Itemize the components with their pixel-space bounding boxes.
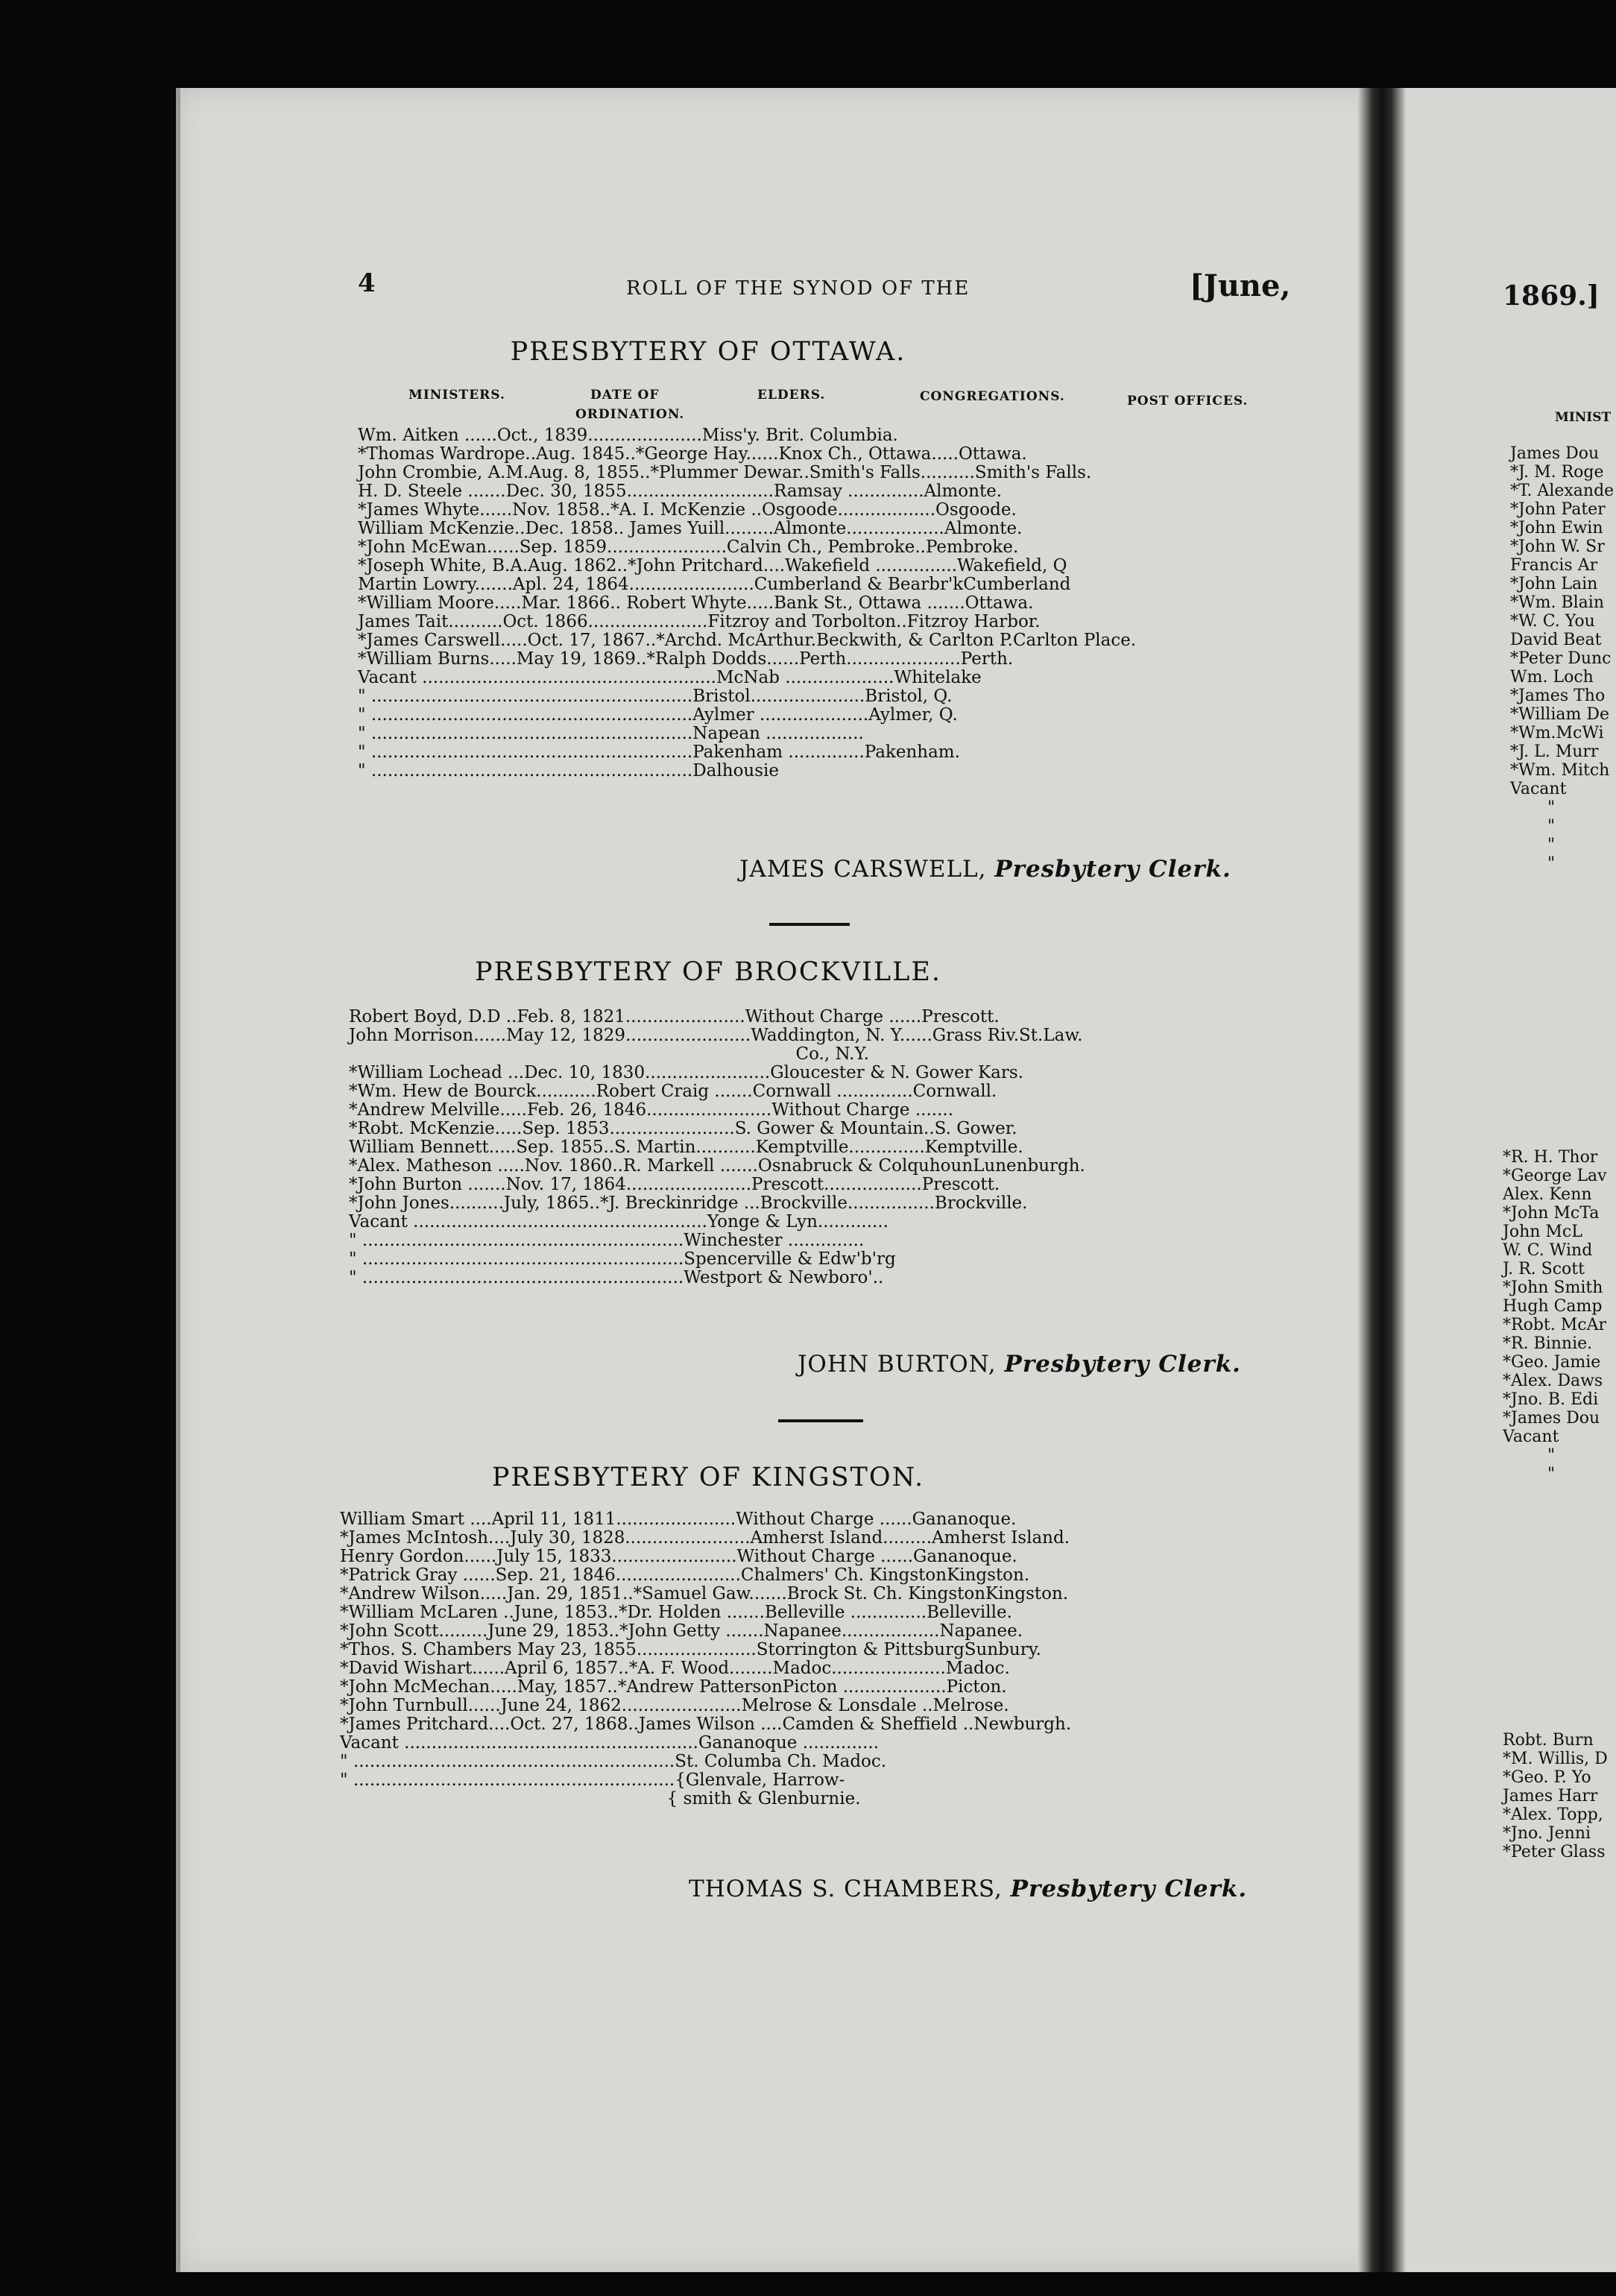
roll-row: *William Burns.....May 19, 1869..*Ralph Dodds......Perth.....................Perth.	[358, 649, 1014, 669]
col-header-congregations: CONGREGATIONS.	[920, 389, 1065, 404]
roll-row: "	[1547, 798, 1556, 817]
roll-row: *John Scott.........June 29, 1853..*John Getty .......Napanee..................Napanee.	[340, 1621, 1023, 1641]
roll-row: *John Turnbull......June 24, 1862......................Melrose & Lonsdale ..Melrose.	[340, 1696, 1009, 1715]
roll-row: *Andrew Wilson.....Jan. 29, 1851..*Samuel Gaw.......Brock St. Ch. KingstonKingston.	[340, 1584, 1069, 1603]
roll-row: David Beat	[1510, 631, 1602, 649]
roll-row: Vacant	[1503, 1428, 1559, 1446]
roll-row: James Tait..........Oct. 1866......................Fitzroy and Torbolton..Fitzroy Harbor.	[358, 612, 1041, 631]
roll-row: "	[1547, 854, 1556, 873]
roll-row: *Geo. Jamie	[1503, 1353, 1601, 1372]
roll-row: *William Moore.....Mar. 1866.. Robert Whyte.....Bank St., Ottawa .......Ottawa.	[358, 593, 1034, 613]
roll-row: *Geo. P. Yo	[1503, 1768, 1591, 1787]
roll-row: *John W. Sr	[1510, 537, 1605, 556]
page-number: 4	[358, 268, 376, 298]
roll-row: James Dou	[1510, 444, 1600, 463]
roll-row: *M. Willis, D	[1503, 1750, 1608, 1768]
presbytery-clerk-brockville	[798, 1351, 1241, 1378]
roll-row: *John Smith	[1503, 1278, 1603, 1297]
roll-row: *James Tho	[1510, 687, 1606, 705]
roll-row: *John Jones..........July, 1865..*J. Breckinridge ...Brockville................Brockville.	[349, 1193, 1028, 1213]
roll-row: *Peter Dunc	[1510, 649, 1612, 668]
roll-row: *Robt. McAr	[1503, 1316, 1606, 1334]
presbytery-clerk-ottawa	[739, 856, 1231, 883]
roll-row: *Jno. B. Edi	[1503, 1390, 1599, 1409]
roll-row: *James Carswell.....Oct. 17, 1867..*Archd. McArthur.Beckwith, & Carlton P.Carlton Place.	[358, 631, 1137, 650]
col-header-ministers: MINISTERS.	[408, 388, 505, 403]
roll-row: " ...........................................................Dalhousie	[358, 761, 779, 780]
roll-row: *Alex. Topp,	[1503, 1805, 1603, 1824]
roll-row: Francis Ar	[1510, 556, 1598, 575]
roll-row: John Morrison......May 12, 1829.......................Waddington, N. Y......Grass Riv.St.Law.	[349, 1026, 1083, 1045]
col-header-date-of: DATE OF	[590, 388, 660, 403]
roll-row: *Peter Glass	[1503, 1843, 1606, 1861]
roll-row: Vacant ......................................................Yonge & Lyn.............	[349, 1212, 889, 1231]
ottawa-roll	[358, 426, 1136, 780]
roll-row: *Wm. Mitch	[1510, 761, 1610, 780]
roll-row: W. C. Wind	[1503, 1241, 1593, 1260]
roll-row: *T. Alexande	[1510, 482, 1615, 500]
roll-row: Vacant	[1510, 780, 1567, 798]
presbytery-clerk-kingston	[689, 1876, 1247, 1902]
roll-row: Alex. Kenn	[1503, 1185, 1592, 1204]
roll-row: *James McIntosh....July 30, 1828.......................Amherst Island.........Amherst Island.	[340, 1528, 1070, 1548]
roll-row: *David Wishart......April 6, 1857..*A. F. Wood........Madoc.....................Madoc.	[340, 1659, 1010, 1678]
roll-row: " ...........................................................St. Columba Ch. Madoc.	[340, 1752, 887, 1771]
roll-row: " ...........................................................Winchester ..............	[349, 1231, 865, 1250]
clerk-title: Presbytery Clerk.	[1004, 1351, 1241, 1378]
roll-row: J. R. Scott	[1503, 1260, 1585, 1278]
roll-row: *R. Binnie.	[1503, 1334, 1593, 1353]
section-divider	[778, 1419, 863, 1422]
roll-row: John Crombie, A.M.Aug. 8, 1855..*Plummer Dewar..Smith's Falls..........Smith's Falls.	[358, 463, 1092, 482]
col-header-post-offices: POST OFFICES.	[1127, 394, 1249, 409]
roll-row: *William Lochead ...Dec. 10, 1830.......................Gloucester & N. Gower Kars.	[349, 1063, 1023, 1082]
roll-row: *John Ewin	[1510, 519, 1603, 537]
roll-row: *John Lain	[1510, 575, 1598, 593]
roll-row: *Jno. Jenni	[1503, 1824, 1591, 1843]
clerk-title: Presbytery Clerk.	[994, 856, 1231, 883]
section-title-kingston: PRESBYTERY OF KINGSTON.	[491, 1463, 925, 1492]
roll-row: *James Pritchard....Oct. 27, 1868..James Wilson ....Camden & Sheffield ..Newburgh.	[340, 1715, 1072, 1734]
roll-row: *J. L. Murr	[1510, 742, 1599, 761]
roll-row: { smith & Glenburnie.	[340, 1789, 861, 1808]
roll-row: *Joseph White, B.A.Aug. 1862..*John Pritchard....Wakefield ...............Wakefield, Q	[358, 556, 1067, 575]
roll-row: Vacant ......................................................McNab ....................Whitelake	[358, 668, 982, 687]
right-roll-b	[1503, 1148, 1607, 1483]
roll-row: Co., N.Y.	[349, 1044, 869, 1064]
section-title-brockville: PRESBYTERY OF BROCKVILLE.	[474, 957, 942, 987]
clerk-name: JAMES CARSWELL,	[739, 856, 987, 883]
roll-row: " ...........................................................Aylmer ....................Aylmer, Q.	[358, 705, 958, 725]
roll-row: *Alex. Matheson .....Nov. 1860..R. Markell .......Osnabruck & ColquhounLunenburgh.	[349, 1156, 1085, 1176]
right-page-year: 1869.]	[1503, 280, 1600, 312]
roll-row: *J. M. Roge	[1510, 463, 1604, 482]
roll-row: " ...........................................................{Glenvale, Harrow-	[340, 1770, 845, 1790]
clerk-name: THOMAS S. CHAMBERS,	[689, 1876, 1003, 1902]
roll-row: Wm. Loch	[1510, 668, 1594, 687]
roll-row: *John McEwan......Sep. 1859......................Calvin Ch., Pembroke..Pembroke.	[358, 537, 1019, 557]
roll-row: *Wm.McWi	[1510, 724, 1604, 742]
roll-row: John McL	[1503, 1223, 1582, 1241]
roll-row: *Thomas Wardrope..Aug. 1845..*George Hay......Knox Ch., Ottawa.....Ottawa.	[358, 444, 1027, 464]
roll-row: "	[1547, 1446, 1556, 1465]
roll-row: " ...........................................................Napean ..................	[358, 724, 864, 743]
roll-row: *Robt. McKenzie.....Sep. 1853.......................S. Gower & Mountain..S. Gower.	[349, 1119, 1017, 1138]
roll-row: "	[1547, 1465, 1556, 1483]
roll-row: Wm. Aitken ......Oct., 1839.....................Miss'y. Brit. Columbia.	[358, 426, 898, 445]
running-date: [June,	[1190, 268, 1291, 303]
roll-row: " ...........................................................Westport & Newboro'..	[349, 1268, 884, 1287]
roll-row: " ...........................................................Pakenham ..............Pakenham.	[358, 742, 960, 762]
roll-row: " ...........................................................Bristol.....................Bristol, Q.	[358, 687, 953, 706]
roll-row: Robt. Burn	[1503, 1731, 1594, 1750]
roll-row: " ...........................................................Spencerville & Edw'b'rg	[349, 1249, 896, 1269]
kingston-roll	[340, 1510, 1071, 1808]
brockville-roll	[349, 1008, 1085, 1287]
running-head: ROLL OF THE SYNOD OF THE	[626, 277, 970, 300]
right-roll-c	[1503, 1731, 1608, 1861]
roll-row: Martin Lowry.......Apl. 24, 1864.......................Cumberland & Bearbr'kCumberland	[358, 575, 1071, 594]
book-gutter	[1358, 88, 1406, 2272]
roll-row: "	[1547, 836, 1556, 854]
roll-row: H. D. Steele .......Dec. 30, 1855...........................Ramsay ..............Almonte.	[358, 482, 1003, 501]
roll-row: *John McMechan.....May, 1857..*Andrew PattersonPicton ...................Picton.	[340, 1677, 1007, 1697]
roll-row: *John Pater	[1510, 500, 1606, 519]
roll-row: "	[1547, 817, 1556, 836]
section-divider	[769, 923, 850, 926]
right-roll-a	[1510, 444, 1614, 873]
roll-row: *Wm. Hew de Bourck...........Robert Craig .......Cornwall ..............Cornwall.	[349, 1082, 997, 1101]
roll-row: *Patrick Gray ......Sep. 21, 1846.......................Chalmers' Ch. KingstonKingston.	[340, 1565, 1030, 1585]
roll-row: *Thos. S. Chambers May 23, 1855......................Storrington & PittsburgSunbury.	[340, 1640, 1041, 1659]
roll-row: Hugh Camp	[1503, 1297, 1603, 1316]
roll-row: Robert Boyd, D.D ..Feb. 8, 1821......................Without Charge ......Prescott.	[349, 1007, 1000, 1026]
roll-row: *William De	[1510, 705, 1609, 724]
roll-row: William Bennett.....Sep. 1855..S. Martin...........Kemptville..............Kemptville.	[349, 1138, 1023, 1157]
roll-row: *William McLaren ..June, 1853..*Dr. Holden .......Belleville ..............Belleville.	[340, 1603, 1012, 1622]
roll-row: *W. C. You	[1510, 612, 1595, 631]
col-header-elders: ELDERS.	[757, 388, 826, 403]
roll-row: *Alex. Daws	[1503, 1372, 1603, 1390]
col-header-ordination: ORDINATION.	[575, 407, 685, 422]
roll-row: Vacant ......................................................Gananoque ..............	[340, 1733, 880, 1753]
roll-row: James Harr	[1503, 1787, 1598, 1805]
clerk-name: JOHN BURTON,	[798, 1351, 997, 1378]
right-col-header: MINIST	[1555, 410, 1612, 425]
roll-row: *George Lav	[1503, 1167, 1607, 1185]
roll-row: *James Whyte......Nov. 1858..*A. I. McKenzie ..Osgoode..................Osgoode.	[358, 500, 1017, 520]
roll-row: William Smart ....April 11, 1811......................Without Charge ......Gananoque.	[340, 1510, 1017, 1529]
roll-row: *R. H. Thor	[1503, 1148, 1598, 1167]
clerk-title: Presbytery Clerk.	[1010, 1876, 1248, 1902]
roll-row: *Andrew Melville.....Feb. 26, 1846.......................Without Charge .......	[349, 1100, 954, 1120]
roll-row: *John McTa	[1503, 1204, 1600, 1223]
roll-row: William McKenzie..Dec. 1858.. James Yuill.........Almonte..................Almonte.	[358, 519, 1023, 538]
section-title-ottawa: PRESBYTERY OF OTTAWA.	[510, 337, 906, 367]
roll-row: *James Dou	[1503, 1409, 1600, 1428]
roll-row: Henry Gordon......July 15, 1833.......................Without Charge ......Gananoque.	[340, 1547, 1017, 1566]
roll-row: *Wm. Blain	[1510, 593, 1604, 612]
roll-row: *John Burton .......Nov. 17, 1864.......................Prescott..................Prescott.	[349, 1175, 1000, 1194]
